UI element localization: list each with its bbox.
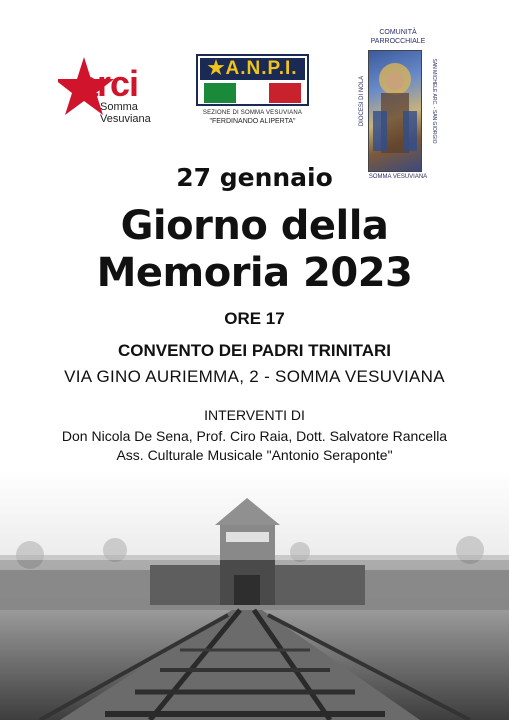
arci-wordmark: arci [78,63,139,104]
interventions-speakers: Don Nicola De Sena, Prof. Ciro Raia, Dott. Salvatore Rancella [61,428,448,444]
anpi-section-name: "FERDINANDO ALIPERTA" [209,118,296,125]
event-title-line2: Memoria 2023 [96,250,413,296]
interventions-heading: INTERVENTI DI [204,407,305,423]
parish-title-line1: COMUNITÀ [379,29,417,36]
auschwitz-gate-photo [0,470,509,720]
anpi-badge [196,54,309,106]
event-time: ORE 17 [224,309,285,328]
saint-icon-image [368,50,422,172]
parish-side-left: DIOCESI DI NOLA [359,75,365,127]
anpi-section: SEZIONE DI SOMMA VESUVIANA [202,110,303,116]
anpi-wordmark: ★A.N.P.I. [200,58,305,80]
arci-location-line1: Somma [100,101,138,113]
arci-location [100,101,151,125]
arci-location-line2: Vesuviana [100,113,151,125]
parish-title-line2: PARROCCHIALE [370,38,426,45]
parish-side-right: SAN MICHELE ARC. - SAN GIORGIO [431,58,437,144]
italian-flag-icon [204,83,301,103]
interventions-association: Ass. Culturale Musicale "Antonio Seraponte" [116,447,393,463]
event-title-line1: Giorno della [120,203,389,249]
parish-title [358,28,438,46]
event-venue: CONVENTO DEI PADRI TRINITARI [118,341,391,360]
event-address: VIA GINO AURIEMMA, 2 - SOMMA VESUVIANA [64,367,445,386]
parish-logo [358,28,438,180]
parish-footer: SOMMA VESUVIANA [368,174,428,180]
event-date: 27 gennaio [176,163,333,192]
anpi-logo [196,54,309,128]
